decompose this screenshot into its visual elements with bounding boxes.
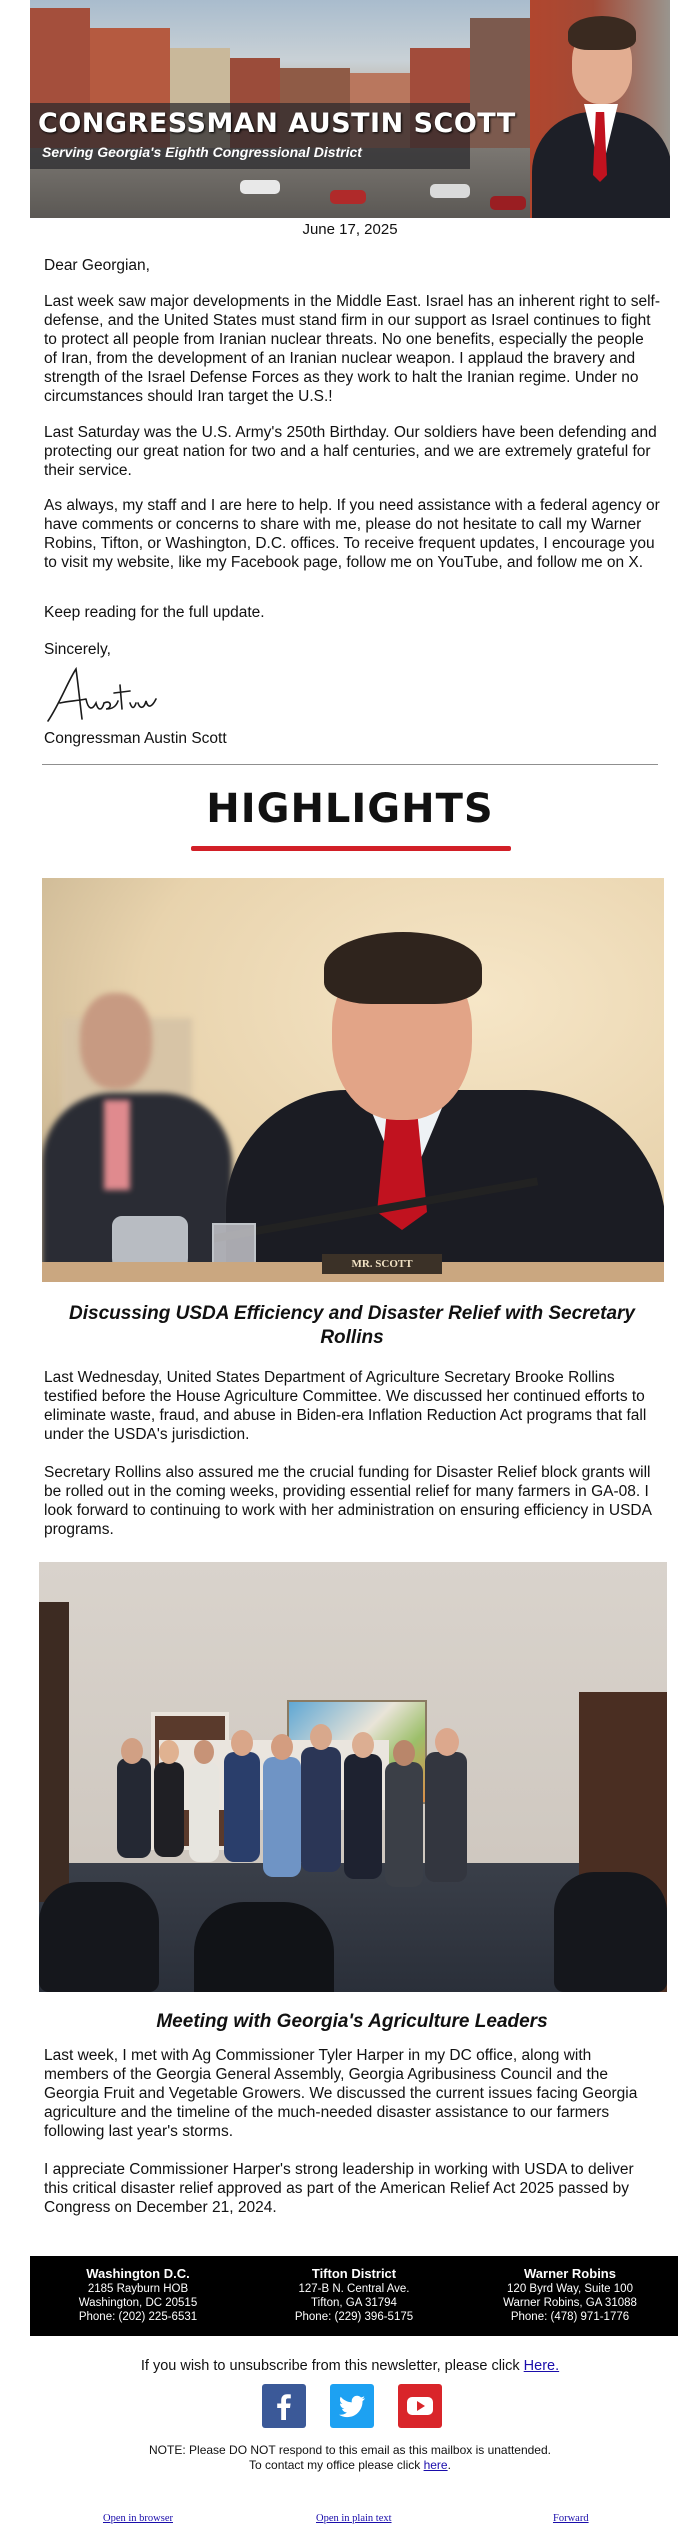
open-in-plain-text-link[interactable]: Open in plain text	[316, 2513, 392, 2524]
congressman-portrait	[530, 0, 670, 218]
person	[263, 1757, 301, 1877]
letter-paragraph: Last week saw major developments in the Middle East. Israel has an inherent right to self-defense, and the United States must stand firm in our support as Israel continues to fight to protect all people from Iranian nuclear threats. No one benefits, especially the people of Iran, from the development of an Iranian nuclear weapon. I applaud the bravery and strength of the Israel Defense Forces as they work to halt the Iranian regime. Under no circumstances should Iran target the U.S.!	[44, 293, 661, 405]
car	[430, 184, 470, 198]
story1-headline: Discussing USDA Efficiency and Disaster Relief with Secretary Rollins	[69, 1303, 635, 1348]
office-name: Tifton District	[311, 2266, 397, 2281]
person	[224, 1752, 260, 1862]
office-address: 2185 Rayburn HOB	[87, 2283, 189, 2295]
letter-paragraph: As always, my staff and I are here to help. If you need assistance with a federal agency or have comments or concerns to share with me, please do not hesitate to call my Warner Robins, Tifton, or Washington, D.C. offices. To receive frequent updates, I encourage you to visit my website, like my Facebook page, follow me on YouTube, and follow me on X.	[44, 497, 660, 571]
face	[393, 1740, 415, 1766]
open-in-browser-link[interactable]: Open in browser	[103, 2513, 173, 2524]
face	[435, 1728, 459, 1756]
person	[117, 1758, 151, 1858]
letter-paragraph: Last Saturday was the U.S. Army's 250th Birthday. Our soldiers have been defending and protecting our great nation for two and a half centuries, and we are extremely grateful for their service.	[44, 424, 657, 479]
face	[310, 1724, 332, 1750]
face	[194, 1740, 214, 1764]
youtube-button[interactable]	[398, 2384, 442, 2428]
nameplate: MR. SCOTT	[322, 1254, 442, 1274]
office-washington	[30, 2256, 246, 2336]
twitter-icon	[330, 2384, 374, 2428]
office-phone: Phone: (478) 971-1776	[510, 2311, 630, 2323]
congressman-suit	[226, 1090, 664, 1282]
story2-paragraph: I appreciate Commissioner Harper's strong leadership in working with USDA to deliver this critical disaster relief approved as part of the American Relief Act 2025 passed by Congress on December 21, 2024.	[44, 2161, 634, 2216]
story2-headline: Meeting with Georgia's Agriculture Leaders	[156, 2011, 548, 2032]
header-tagline: Serving Georgia's Eighth Congressional District	[42, 144, 362, 160]
contact-text: To contact my office please click	[249, 2458, 421, 2472]
facebook-button[interactable]	[262, 2384, 306, 2428]
office-footer	[30, 2256, 678, 2336]
divider	[42, 764, 658, 765]
face	[352, 1732, 374, 1758]
armchair-left	[39, 1882, 159, 1992]
photo-ag-leaders	[39, 1562, 667, 1992]
person	[344, 1754, 382, 1879]
portrait-hair	[568, 16, 636, 50]
car	[330, 190, 366, 204]
armchair-right	[554, 1872, 667, 1992]
office-name: Washington D.C.	[86, 2266, 190, 2281]
footer-note	[0, 2443, 700, 2473]
office-phone: Phone: (202) 225-6531	[78, 2311, 198, 2323]
highlights-title: HIGHLIGHTS	[206, 786, 494, 832]
person	[425, 1752, 467, 1882]
facebook-icon	[262, 2384, 306, 2428]
story2-paragraph: Last week, I met with Ag Commissioner Tyler Harper in my DC office, along with members of the Georgia General Assembly, Georgia Agribusiness Council and the Georgia Fruit and Vegetable Growers. We discussed the current issues facing Georgia agriculture and the timeline of the much-needed disaster assistance to our farmers following last year's storms.	[44, 2047, 638, 2140]
person	[301, 1747, 341, 1872]
person	[385, 1762, 423, 1887]
office-phone: Phone: (229) 396-5175	[294, 2311, 414, 2323]
story1-paragraph: Secretary Rollins also assured me the crucial funding for Disaster Relief block grants will be rolled out in the coming weeks, providing essential relief for many farmers in GA-08. I look forward to continuing to work with her administration on ensuring efficiency in USDA programs.	[44, 1464, 652, 1538]
bookcase	[39, 1602, 69, 1902]
story1-paragraph: Last Wednesday, United States Department of Agriculture Secretary Brooke Rollins testified before the House Agriculture Committee. We discussed her continued efforts to eliminate waste, fraud, and abuse in Biden-era Inflation Reduction Act programs that fall under the USDA's jurisdiction.	[44, 1369, 647, 1443]
face	[121, 1738, 143, 1764]
office-address: 120 Byrd Way, Suite 100	[507, 2283, 633, 2295]
person	[189, 1762, 219, 1862]
header-title: CONGRESSMAN AUSTIN SCOTT	[38, 108, 516, 139]
office-warner-robins	[462, 2256, 678, 2336]
office-tifton	[246, 2256, 462, 2336]
office-city: Washington, DC 20515	[78, 2297, 198, 2309]
congressman-hair	[324, 932, 482, 1004]
office-name: Warner Robins	[524, 2266, 616, 2281]
unsubscribe-line	[0, 2358, 700, 2374]
signature-image	[42, 663, 192, 725]
photo-hearing	[42, 878, 664, 1282]
contact-period: .	[447, 2458, 451, 2472]
signoff-name: Congressman Austin Scott	[44, 730, 227, 747]
letter-greeting: Dear Georgian,	[44, 257, 150, 274]
staffer-tie	[104, 1100, 130, 1190]
youtube-icon	[398, 2384, 442, 2428]
twitter-button[interactable]	[330, 2384, 374, 2428]
person	[154, 1762, 184, 1857]
armchair-center	[194, 1902, 334, 1992]
face	[231, 1730, 253, 1756]
office-city: Warner Robins, GA 31088	[503, 2297, 637, 2309]
note-text: NOTE: Please DO NOT respond to this email as this mailbox is unattended.	[149, 2443, 551, 2457]
office-city: Tifton, GA 31794	[311, 2297, 397, 2309]
car	[240, 180, 280, 194]
letter-closing: Sincerely,	[44, 641, 111, 658]
forward-link[interactable]: Forward	[553, 2513, 589, 2524]
highlights-underline	[191, 846, 511, 851]
face	[271, 1734, 293, 1760]
face	[159, 1740, 179, 1764]
contact-link[interactable]: here	[423, 2458, 448, 2472]
staffer-head	[80, 993, 152, 1089]
unsubscribe-link[interactable]: Here.	[523, 2358, 560, 2374]
newsletter-date: June 17, 2025	[302, 221, 398, 238]
car	[490, 196, 526, 210]
header-banner	[30, 0, 670, 218]
unsubscribe-text: If you wish to unsubscribe from this newsletter, please click	[140, 2358, 520, 2374]
office-address: 127-B N. Central Ave.	[298, 2283, 410, 2295]
letter-paragraph: Keep reading for the full update.	[44, 604, 265, 621]
contact-line	[0, 2458, 700, 2473]
